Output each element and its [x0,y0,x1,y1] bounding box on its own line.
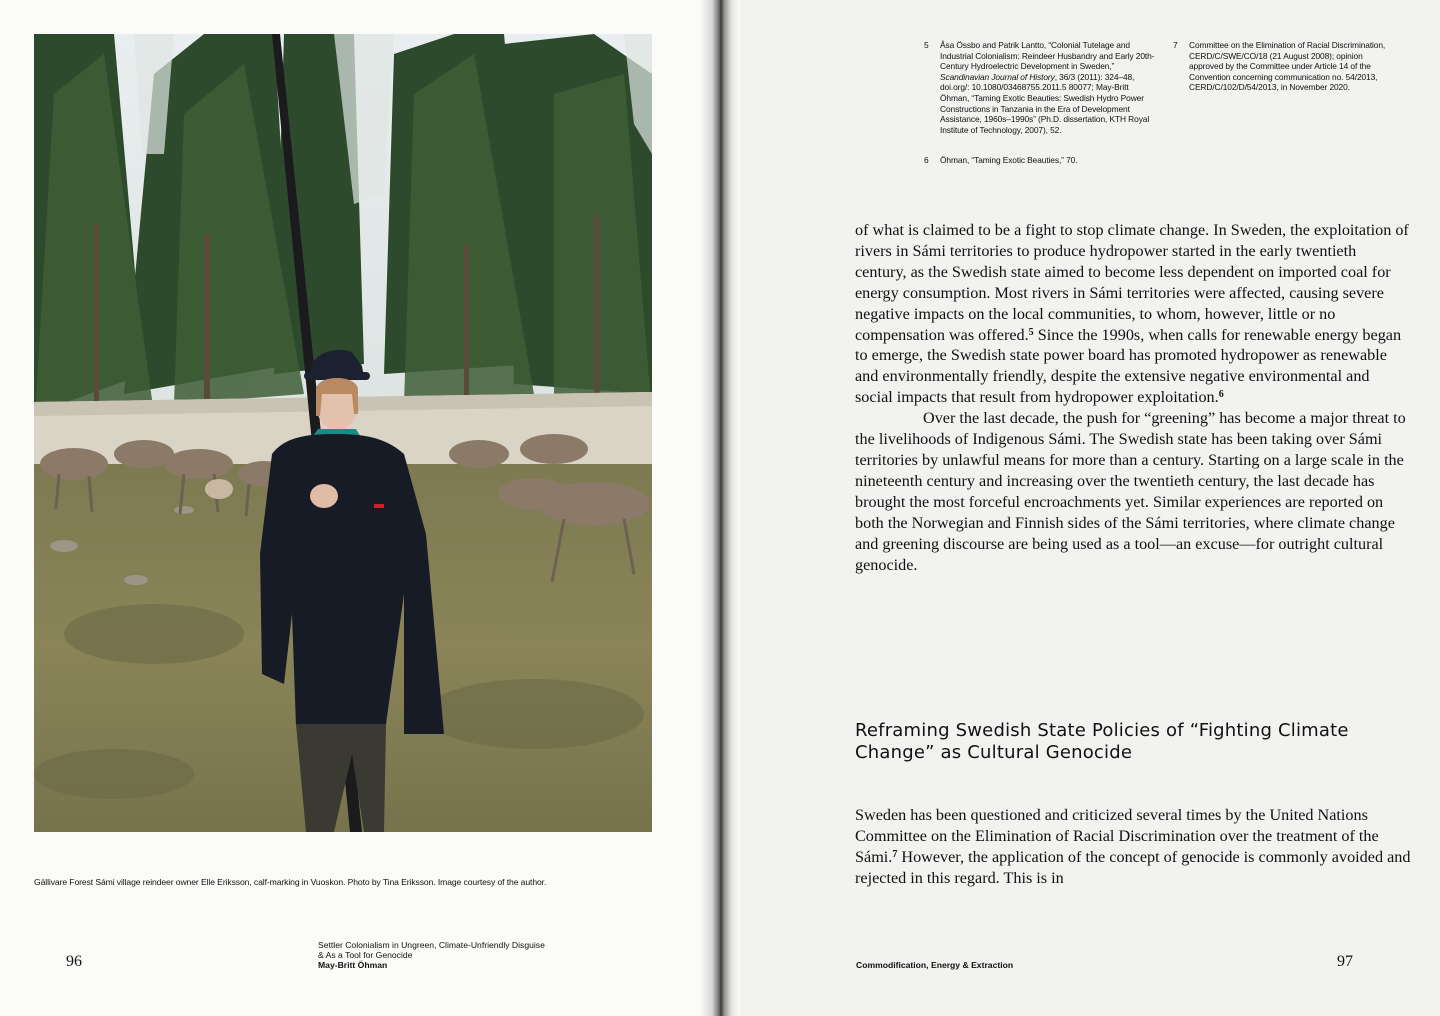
photo-caption: Gällivare Forest Sámi village reindeer owner Elle Eriksson, calf-marking in Vuoskon. Photo by Tina Eriksson. Image courtesy of the author. [34,877,547,887]
running-title-line2: & As a Tool for Genocide [318,950,413,960]
running-header-right: Commodification, Energy & Extraction [856,960,1014,970]
footnote-text: Committee on the Elimination of Racial Discrimination, CERD/C/SWE/CO/18 (21 August 2008); opinion approved by the Committee under Article 14 of the Convention concerning communication no. 54/2013, CERD/C/102/D/54/2013, in November 2020. [1189,40,1386,93]
journal-title: Scandinavian Journal of History [940,71,1055,82]
page-number-right: 97 [1337,953,1353,970]
paragraph-1 [855,220,1411,408]
footnote-text: Öhman, “Taming Exotic Beauties,” 70. [940,155,1078,165]
footnote-ref-7[interactable]: 7 [892,848,898,860]
left-page [0,0,712,1016]
footnote-text-cont: , 36/3 (2011): 324–48, doi.org/: 10.1080/03468755.2011.5 80077; May-Britt Öhman, “Taming Exotic Beauties: Swedish Hydro Power Constructions in Tanzania in the Era of Development Assistance, 1960s–1990s” (Ph.D. dissertation, KTH Royal Institute of Technology, 2007), 52. [940,71,1150,135]
footnote-number: 6 [924,155,929,165]
running-author: May-Britt Öhman [318,960,388,970]
footnote-7 [1173,40,1397,93]
footnote-6 [924,155,1155,166]
paragraph-1-text: of what is claimed to be a fight to stop climate change. In Sweden, the exploitation of rivers in Sámi territories to produce hydropower started in the early twentieth century, as the Swedish state aimed to become less dependent on imported coal for energy consumption. Most rivers in Sámi territories were affected, causing severe negative impacts on the local communities, to whom, however, little or no compensation was offered. [855,221,1409,344]
body-text-bottom [855,805,1411,889]
footnote-number: 7 [1173,40,1178,50]
footnote-text: Åsa Össbo and Patrik Lantto, “Colonial Tutelage and Industrial Colonialism: Reindeer Husbandry and Early 20th-Century Hydroelectric Development in Sweden,” [940,40,1155,72]
footnote-ref-5[interactable]: 5 [1028,326,1034,338]
paragraph-1-text-cont: Since the 1990s, when calls for renewable energy began to emerge, the Swedish state power board has promoted hydropower as renewable and environmentally friendly, despite the extensive negative environmental and social impacts that result from hydropower exploitation. [855,325,1402,407]
page-number-left: 96 [66,953,82,970]
section-heading: Reframing Swedish State Policies of “Fighting Climate Change” as Cultural Genocide [855,720,1349,763]
paragraph-3 [855,805,1411,889]
paragraph-2: Over the last decade, the push for “greening” has become a major threat to the livelihoods of Indigenous Sámi. The Swedish state has been taking over Sámi territories by unlawful means for more than a century. Starting on a large scale in the nineteenth century and increasing over the twentieth century, the last decade has brought the most forceful encroachments yet. Similar experiences are reported on both the Norwegian and Finnish sides of the Sámi territories, where climate change and greening discourse are being used as a tool—an excuse—for outright cultural genocide. [855,409,1406,574]
running-title-line1: Settler Colonialism in Ungreen, Climate-Unfriendly Disguise [318,940,545,950]
paragraph-3-text: Sweden has been questioned and criticized several times by the United Nations Committee on the Elimination of Racial Discrimination over the treatment of the Sámi. [855,806,1379,866]
paragraph-3-text-cont: However, the application of the concept of genocide is commonly avoided and rejected in this regard. This is in [855,847,1411,887]
footnote-ref-6[interactable]: 6 [1218,389,1224,401]
body-text-top [855,220,1411,575]
running-header-left [318,940,618,970]
footnote-number: 5 [924,40,929,50]
footnote-5 [924,40,1155,135]
reindeer-photo [34,34,652,832]
